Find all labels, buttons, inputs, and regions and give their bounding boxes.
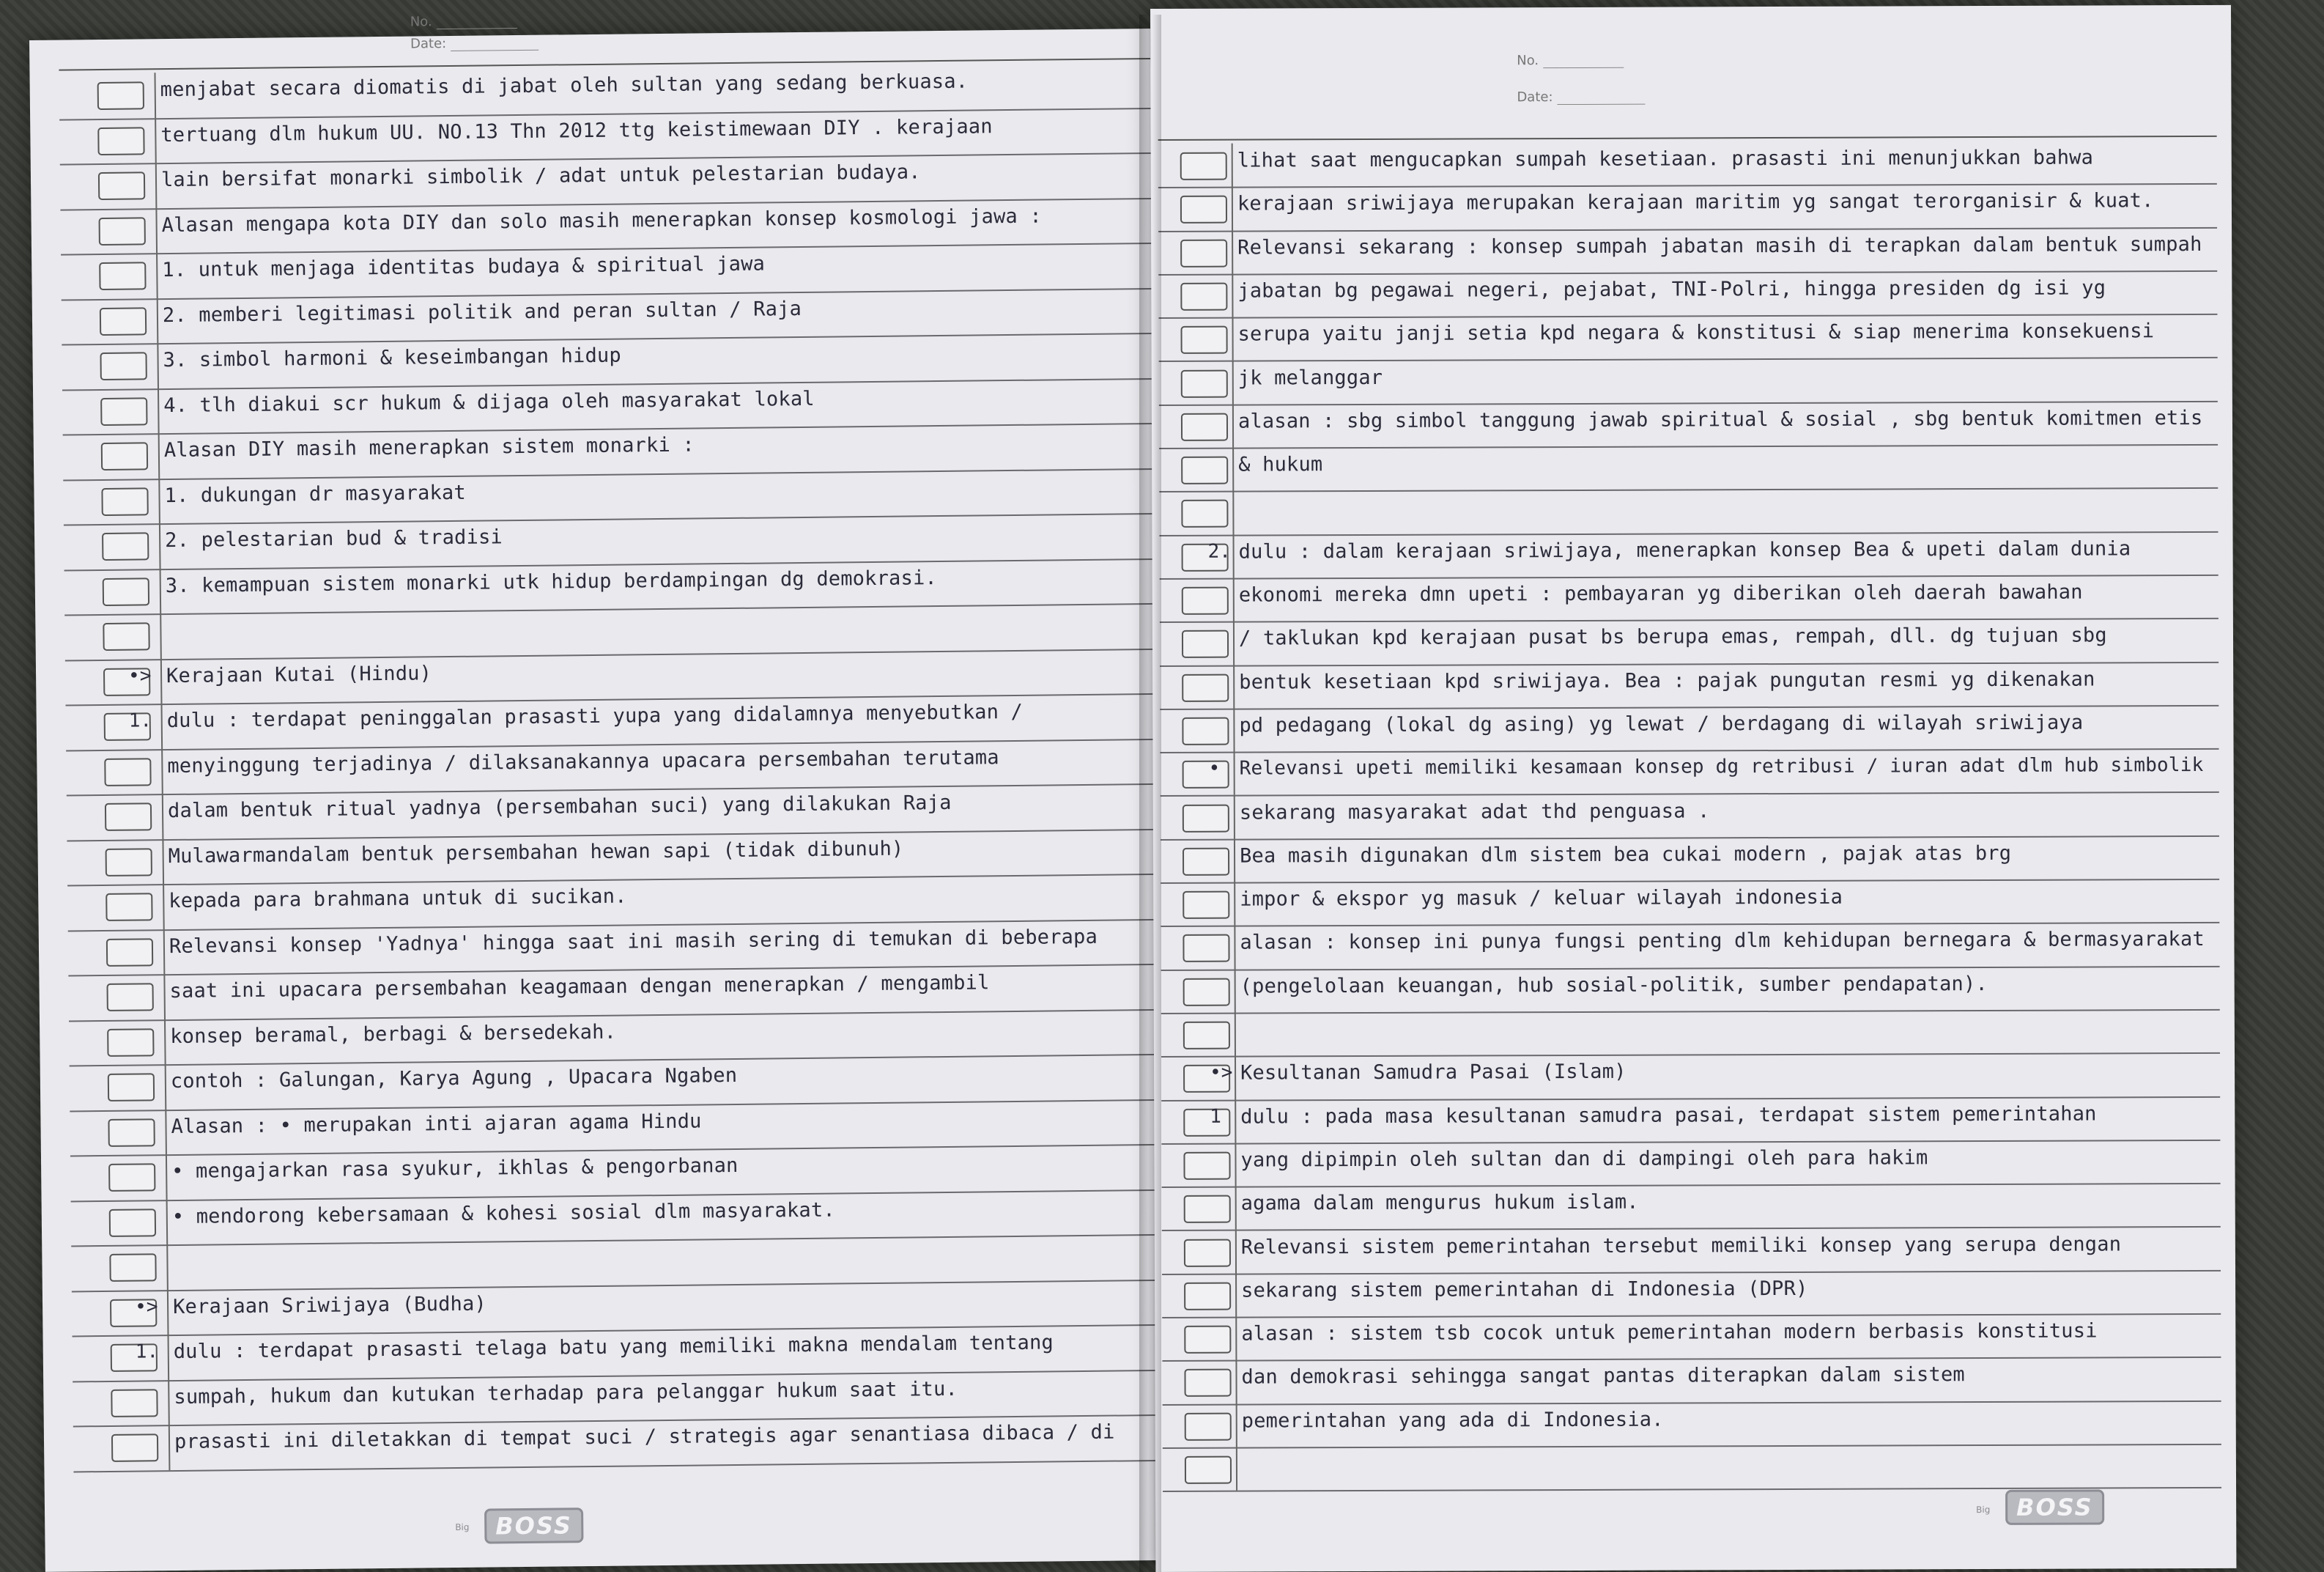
handwritten-line: • mengajarkan rasa syukur, ikhlas & pengorbanan — [171, 1154, 739, 1184]
row-number: •> — [1210, 1061, 1233, 1085]
margin-line — [1236, 1403, 1237, 1447]
left-no-field — [410, 13, 517, 30]
row-checkbox[interactable] — [1180, 196, 1227, 224]
handwritten-line: sumpah, hukum dan kutukan terhadap para pelanggar hukum saat itu. — [174, 1377, 958, 1409]
margin-line — [1235, 1056, 1236, 1099]
ruled-row — [1162, 1183, 2221, 1231]
handwritten-line: dulu : terdapat peninggalan prasasti yupa yang didalamnya menyebutkan / — [166, 700, 1024, 733]
row-checkbox[interactable] — [1183, 847, 1229, 875]
row-checkbox[interactable] — [1183, 1022, 1230, 1049]
row-checkbox[interactable] — [1181, 413, 1228, 440]
row-number: 1. — [135, 1340, 159, 1363]
row-checkbox[interactable] — [1183, 934, 1229, 962]
margin-line — [1232, 187, 1233, 230]
margin-line — [1234, 882, 1235, 926]
margin-line — [1235, 1273, 1237, 1316]
handwritten-line: Bea masih digunakan dlm sistem bea cukai modern , pajak atas brg — [1239, 841, 2012, 868]
ruled-row — [1158, 270, 2217, 319]
row-number: •> — [127, 664, 152, 687]
row-checkbox[interactable] — [99, 217, 146, 246]
ruled-row — [1162, 1270, 2221, 1318]
row-number: 1. — [128, 709, 152, 732]
margin-line — [1232, 317, 1233, 361]
row-checkbox[interactable] — [101, 442, 148, 471]
ruled-row — [1160, 618, 2218, 666]
handwritten-line: Alasan DIY masih menerapkan sistem monarki : — [163, 433, 695, 462]
handwritten-line: 2. memberi legitimasi politik and peran sultan / Raja — [162, 297, 802, 327]
handwritten-line: dan demokrasi sehingga sangat pantas diterapkan dalam sistem — [1241, 1363, 1965, 1389]
handwritten-line: impor & ekspor yg masuk / keluar wilayah indonesia — [1240, 885, 1843, 911]
handwritten-line: Kerajaan Sriwijaya (Budha) — [172, 1292, 487, 1318]
row-checkbox[interactable] — [109, 1253, 156, 1282]
handwritten-line: ekonomi mereka dmn upeti : pembayaran yg diberikan oleh daerah bawahan — [1238, 580, 2083, 607]
row-number: 2. — [1207, 540, 1231, 563]
handwritten-line: 1. untuk menjaga identitas budaya & spiritual jawa — [162, 252, 766, 282]
row-checkbox[interactable] — [1184, 1282, 1231, 1310]
date-label: Date: — [1517, 89, 1553, 106]
row-checkbox[interactable] — [1181, 500, 1228, 528]
margin-line — [163, 884, 165, 929]
ruled-row — [1161, 835, 2219, 884]
margin-line — [1232, 273, 1233, 317]
margin-line — [155, 118, 157, 163]
row-checkbox[interactable] — [98, 171, 145, 200]
brand-small-label: Big — [1976, 1505, 1991, 1516]
margin-line — [166, 1154, 168, 1200]
right-no-field — [1517, 53, 1624, 69]
margin-line — [161, 749, 163, 794]
row-checkbox[interactable] — [106, 983, 153, 1011]
brand-small-label: Big — [455, 1521, 470, 1533]
row-checkbox[interactable] — [106, 848, 152, 877]
handwritten-line: tertuang dlm hukum UU. NO.13 Thn 2012 ttg keistimewaan DIY . kerajaan — [160, 114, 993, 147]
ruled-row — [1160, 662, 2218, 710]
margin-line — [1232, 144, 1233, 187]
row-number: •> — [134, 1295, 158, 1318]
margin-line — [162, 839, 164, 885]
row-checkbox[interactable] — [1183, 804, 1229, 832]
handwritten-line: Kerajaan Kutai (Hindu) — [166, 661, 432, 687]
ruled-row — [1162, 1313, 2221, 1362]
margin-line — [1232, 491, 1234, 534]
handwritten-line: alasan : sbg simbol tanggung jawab spiritual & sosial , sbg bentuk komitmen etis — [1237, 406, 2203, 433]
row-checkbox[interactable] — [1183, 1152, 1230, 1180]
handwritten-line: Alasan mengapa kota DIY dan solo masih menerapkan konsep kosmologi jawa : — [161, 204, 1042, 237]
row-checkbox[interactable] — [103, 577, 149, 606]
margin-line — [168, 1380, 170, 1425]
row-checkbox[interactable] — [1180, 283, 1227, 311]
margin-line — [160, 704, 163, 749]
margin-line — [160, 613, 162, 659]
handwritten-line: alasan : sistem tsb cocok untuk pemerintahan modern berbasis konstitusi — [1241, 1319, 2098, 1346]
right-ruled-rows — [1158, 140, 2217, 1433]
row-checkbox[interactable] — [1184, 1326, 1231, 1354]
handwritten-line: / taklukan kpd kerajaan pusat bs berupa emas, rempah, dll. dg tujuan sbg — [1238, 624, 2107, 650]
row-checkbox[interactable] — [104, 758, 151, 786]
handwritten-line: dulu : dalam kerajaan sriwijaya, menerapkan konsep Bea & upeti dalam dunia — [1238, 537, 2131, 564]
left-notebook-page — [29, 14, 1166, 1572]
row-checkbox[interactable] — [111, 1433, 158, 1462]
no-label: No. — [410, 14, 432, 30]
margin-line — [160, 659, 163, 704]
ruled-row — [1160, 531, 2218, 580]
ruled-row — [1159, 357, 2218, 405]
ruled-row — [1158, 227, 2217, 276]
row-checkbox[interactable] — [1183, 761, 1229, 789]
row-checkbox[interactable] — [1182, 587, 1229, 615]
handwritten-line: sekarang sistem pemerintahan di Indonesia (DPR) — [1241, 1277, 1808, 1302]
handwritten-line: Alasan : • merupakan inti ajaran agama Hindu — [171, 1109, 702, 1138]
handwritten-line: menyinggung terjadinya / dilaksanakannya upacara persembahan terutama — [167, 745, 999, 778]
margin-line — [163, 929, 166, 975]
margin-line — [163, 974, 166, 1019]
ruled-row — [1161, 1009, 2220, 1058]
ruled-row — [1161, 966, 2220, 1014]
ruled-row — [1158, 314, 2217, 362]
brand-logo: BOSS — [484, 1508, 583, 1543]
row-number: • — [1208, 757, 1221, 780]
margin-line — [157, 298, 159, 344]
handwritten-line: serupa yaitu janji setia kpd negara & konstitusi & siap menerima konsekuensi — [1237, 320, 2155, 346]
handwritten-line: agama dalam mengurus hukum islam. — [1240, 1190, 1639, 1215]
margin-line — [158, 388, 160, 434]
date-label: Date: — [410, 36, 447, 52]
ruled-row — [1159, 444, 2218, 492]
ruled-row — [1161, 1096, 2220, 1145]
ruled-row — [1159, 487, 2218, 536]
handwritten-line: kepada para brahmana untuk di sucikan. — [169, 885, 627, 913]
ruled-row — [1158, 183, 2217, 232]
handwritten-line: sekarang masyarakat adat thd penguasa . — [1239, 799, 1710, 824]
margin-line — [1234, 926, 1235, 969]
margin-line — [1235, 1013, 1236, 1056]
ruled-row — [1159, 401, 2218, 449]
handwritten-line: Relevansi sistem pemerintahan tersebut memiliki konsep yang serupa dengan — [1240, 1232, 2122, 1259]
handwritten-line: dalam bentuk ritual yadnya (persembahan suci) yang dilakukan Raja — [167, 791, 952, 823]
ruled-row — [1161, 922, 2219, 970]
margin-line — [158, 479, 160, 524]
margin-line — [165, 1110, 167, 1155]
row-checkbox[interactable] — [1182, 630, 1229, 658]
margin-line — [154, 73, 156, 118]
margin-line — [1234, 795, 1235, 838]
margin-line — [1235, 1143, 1236, 1186]
handwritten-line: lain bersifat monarki simbolik / adat untuk pelestarian budaya. — [160, 160, 921, 192]
row-checkbox[interactable] — [97, 127, 144, 155]
handwritten-line: contoh : Galungan, Karya Agung , Upacara Ngaben — [170, 1063, 738, 1093]
row-checkbox[interactable] — [111, 1389, 158, 1417]
margin-line — [1233, 665, 1235, 708]
margin-line — [1232, 230, 1233, 273]
ruled-row — [1162, 1357, 2221, 1405]
handwritten-line: & hukum — [1238, 453, 1323, 476]
handwritten-line: Relevansi konsep 'Yadnya' hingga saat ini masih sering di temukan di beberapa — [169, 925, 1098, 958]
ruled-row — [1160, 705, 2218, 753]
margin-line — [160, 569, 162, 614]
book-spine — [1139, 15, 1161, 1572]
margin-line — [164, 1019, 166, 1065]
row-checkbox[interactable] — [105, 802, 152, 831]
row-checkbox[interactable] — [100, 352, 147, 380]
margin-line — [159, 523, 161, 569]
margin-line — [165, 1064, 167, 1110]
margin-line — [1235, 1187, 1237, 1230]
handwritten-line: konsep beramal, berbagi & bersedekah. — [170, 1020, 617, 1048]
handwritten-line: jk melanggar — [1237, 366, 1383, 390]
handwritten-line: pd pedagang (lokal dg asing) yg lewat / berdagang di wilayah sriwijaya — [1239, 711, 2084, 737]
margin-line — [166, 1244, 169, 1290]
ruled-row — [1161, 748, 2219, 797]
ruled-row — [1160, 575, 2218, 623]
ruled-row — [1161, 791, 2219, 840]
row-checkbox[interactable] — [100, 307, 147, 336]
row-checkbox[interactable] — [108, 1118, 155, 1147]
margin-line — [1233, 578, 1235, 621]
handwritten-line: Kesultanan Samudra Pasai (Islam) — [1240, 1060, 1627, 1085]
row-number: 1 — [1210, 1105, 1221, 1128]
margin-line — [157, 343, 159, 388]
margin-line — [166, 1200, 169, 1245]
ruled-row — [1161, 1052, 2220, 1101]
ruled-row — [1162, 1226, 2221, 1274]
handwritten-line: 3. kemampuan sistem monarki utk hidup berdampingan dg demokrasi. — [165, 566, 938, 597]
handwritten-line: pemerintahan yang ada di Indonesia. — [1241, 1408, 1664, 1433]
row-checkbox[interactable] — [1184, 1195, 1231, 1223]
row-checkbox[interactable] — [1184, 1369, 1231, 1397]
margin-line — [162, 794, 164, 839]
row-checkbox[interactable] — [99, 262, 146, 290]
row-checkbox[interactable] — [1182, 674, 1229, 701]
row-checkbox[interactable] — [1183, 891, 1229, 919]
margin-line — [169, 1425, 171, 1470]
margin-line — [1235, 1230, 1237, 1273]
margin-line — [155, 208, 158, 254]
row-checkbox[interactable] — [103, 622, 149, 651]
handwritten-line: (pengelolaan keuangan, hub sosial-politik, sumber pendapatan). — [1240, 972, 1988, 998]
row-checkbox[interactable] — [1180, 152, 1227, 180]
handwritten-line: dulu : terdapat prasasti telaga batu yang memiliki makna mendalam tentang — [173, 1331, 1054, 1364]
handwritten-line: jabatan bg pegawai negeri, pejabat, TNI-Polri, hingga presiden dg isi yg — [1237, 276, 2106, 303]
handwritten-line: Relevansi upeti memiliki kesamaan konsep dg retribusi / iuran adat dlm hub simbolik — [1239, 754, 2204, 780]
margin-line — [1234, 838, 1235, 882]
handwritten-line: prasasti ini diletakkan di tempat suci / strategis agar senantiasa dibaca / di — [174, 1420, 1115, 1454]
handwritten-line: 2. pelestarian bud & tradisi — [164, 525, 503, 553]
margin-line — [1235, 1360, 1237, 1403]
row-checkbox[interactable] — [108, 1163, 155, 1192]
margin-line — [168, 1335, 170, 1380]
margin-line — [155, 163, 158, 208]
row-checkbox[interactable] — [100, 397, 147, 426]
handwritten-line: menjabat secara diomatis di jabat oleh sultan yang sedang berkuasa. — [160, 70, 969, 102]
margin-line — [1232, 404, 1234, 447]
row-checkbox[interactable] — [106, 893, 152, 921]
row-checkbox[interactable] — [106, 938, 153, 967]
ruled-row — [1161, 879, 2219, 927]
handwritten-line: dulu : pada masa kesultanan samudra pasai, terdapat sistem pemerintahan — [1240, 1102, 2097, 1129]
handwritten-line: 1. dukungan dr masyarakat — [164, 481, 467, 507]
handwritten-line: alasan : konsep ini punya fungsi penting dlm kehidupan bernegara & bermasyarakat — [1240, 928, 2205, 954]
row-checkbox[interactable] — [1180, 239, 1227, 267]
margin-line — [167, 1290, 169, 1335]
handwritten-line: Relevansi sekarang : konsep sumpah jabatan masih di terapkan dalam bentuk sumpah — [1237, 232, 2202, 259]
margin-line — [156, 253, 158, 298]
margin-line — [1236, 1447, 1237, 1491]
margin-line — [1233, 534, 1235, 577]
margin-line — [1233, 708, 1235, 751]
margin-line — [1235, 1317, 1237, 1360]
handwritten-line: Mulawarmandalam bentuk persembahan hewan sapi (tidak dibunuh) — [168, 837, 904, 868]
row-checkbox[interactable] — [1181, 457, 1228, 484]
handwritten-line: bentuk kesetiaan kpd sriwijaya. Bea : pajak pungutan resmi yg dikenakan — [1239, 668, 2095, 694]
margin-line — [1234, 752, 1235, 795]
no-label: No. — [1517, 53, 1539, 69]
row-checkbox[interactable] — [108, 1073, 155, 1101]
handwritten-line: 3. simbol harmoni & keseimbangan hidup — [163, 344, 622, 372]
ruled-row — [1163, 1444, 2221, 1492]
row-checkbox[interactable] — [1184, 1239, 1231, 1266]
margin-line — [1235, 969, 1236, 1012]
ruled-row — [1161, 1140, 2220, 1188]
handwritten-line: lihat saat mengucapkan sumpah kesetiaan. prasasti ini menunjukkan bahwa — [1237, 146, 2094, 172]
margin-line — [158, 433, 160, 479]
right-notebook-page — [1150, 5, 2236, 1572]
handwritten-line: saat ini upacara persembahan keagamaan dengan menerapkan / mengambil — [169, 971, 990, 1003]
ruled-row — [1158, 140, 2217, 188]
margin-line — [1232, 448, 1234, 491]
margin-line — [1235, 1099, 1236, 1143]
row-checkbox[interactable] — [1181, 369, 1228, 397]
row-checkbox[interactable] — [102, 532, 149, 561]
margin-line — [1232, 361, 1234, 404]
handwritten-line: 4. tlh diakui scr hukum & dijaga oleh masyarakat lokal — [163, 387, 815, 417]
left-date-field — [410, 35, 539, 52]
row-checkbox[interactable] — [97, 81, 144, 110]
row-checkbox[interactable] — [101, 487, 148, 516]
handwritten-line: • mendorong kebersamaan & kohesi sosial dlm masyarakat. — [171, 1198, 835, 1228]
right-date-field — [1517, 89, 1645, 106]
brand-logo: BOSS — [2005, 1489, 2104, 1524]
row-checkbox[interactable] — [109, 1208, 156, 1237]
handwritten-line: yang dipimpin oleh sultan dan di dampingi oleh para hakim — [1240, 1146, 1928, 1172]
row-checkbox[interactable] — [1183, 1108, 1230, 1136]
row-checkbox[interactable] — [1183, 978, 1230, 1005]
row-checkbox[interactable] — [1182, 717, 1229, 745]
row-checkbox[interactable] — [107, 1028, 154, 1057]
row-checkbox[interactable] — [1181, 326, 1228, 354]
handwritten-line: kerajaan sriwijaya merupakan kerajaan maritim yg sangat terorganisir & kuat. — [1237, 189, 2154, 215]
ruled-row — [1163, 1401, 2221, 1449]
row-checkbox[interactable] — [1185, 1456, 1232, 1484]
margin-line — [1233, 621, 1235, 665]
row-checkbox[interactable] — [1185, 1412, 1232, 1440]
